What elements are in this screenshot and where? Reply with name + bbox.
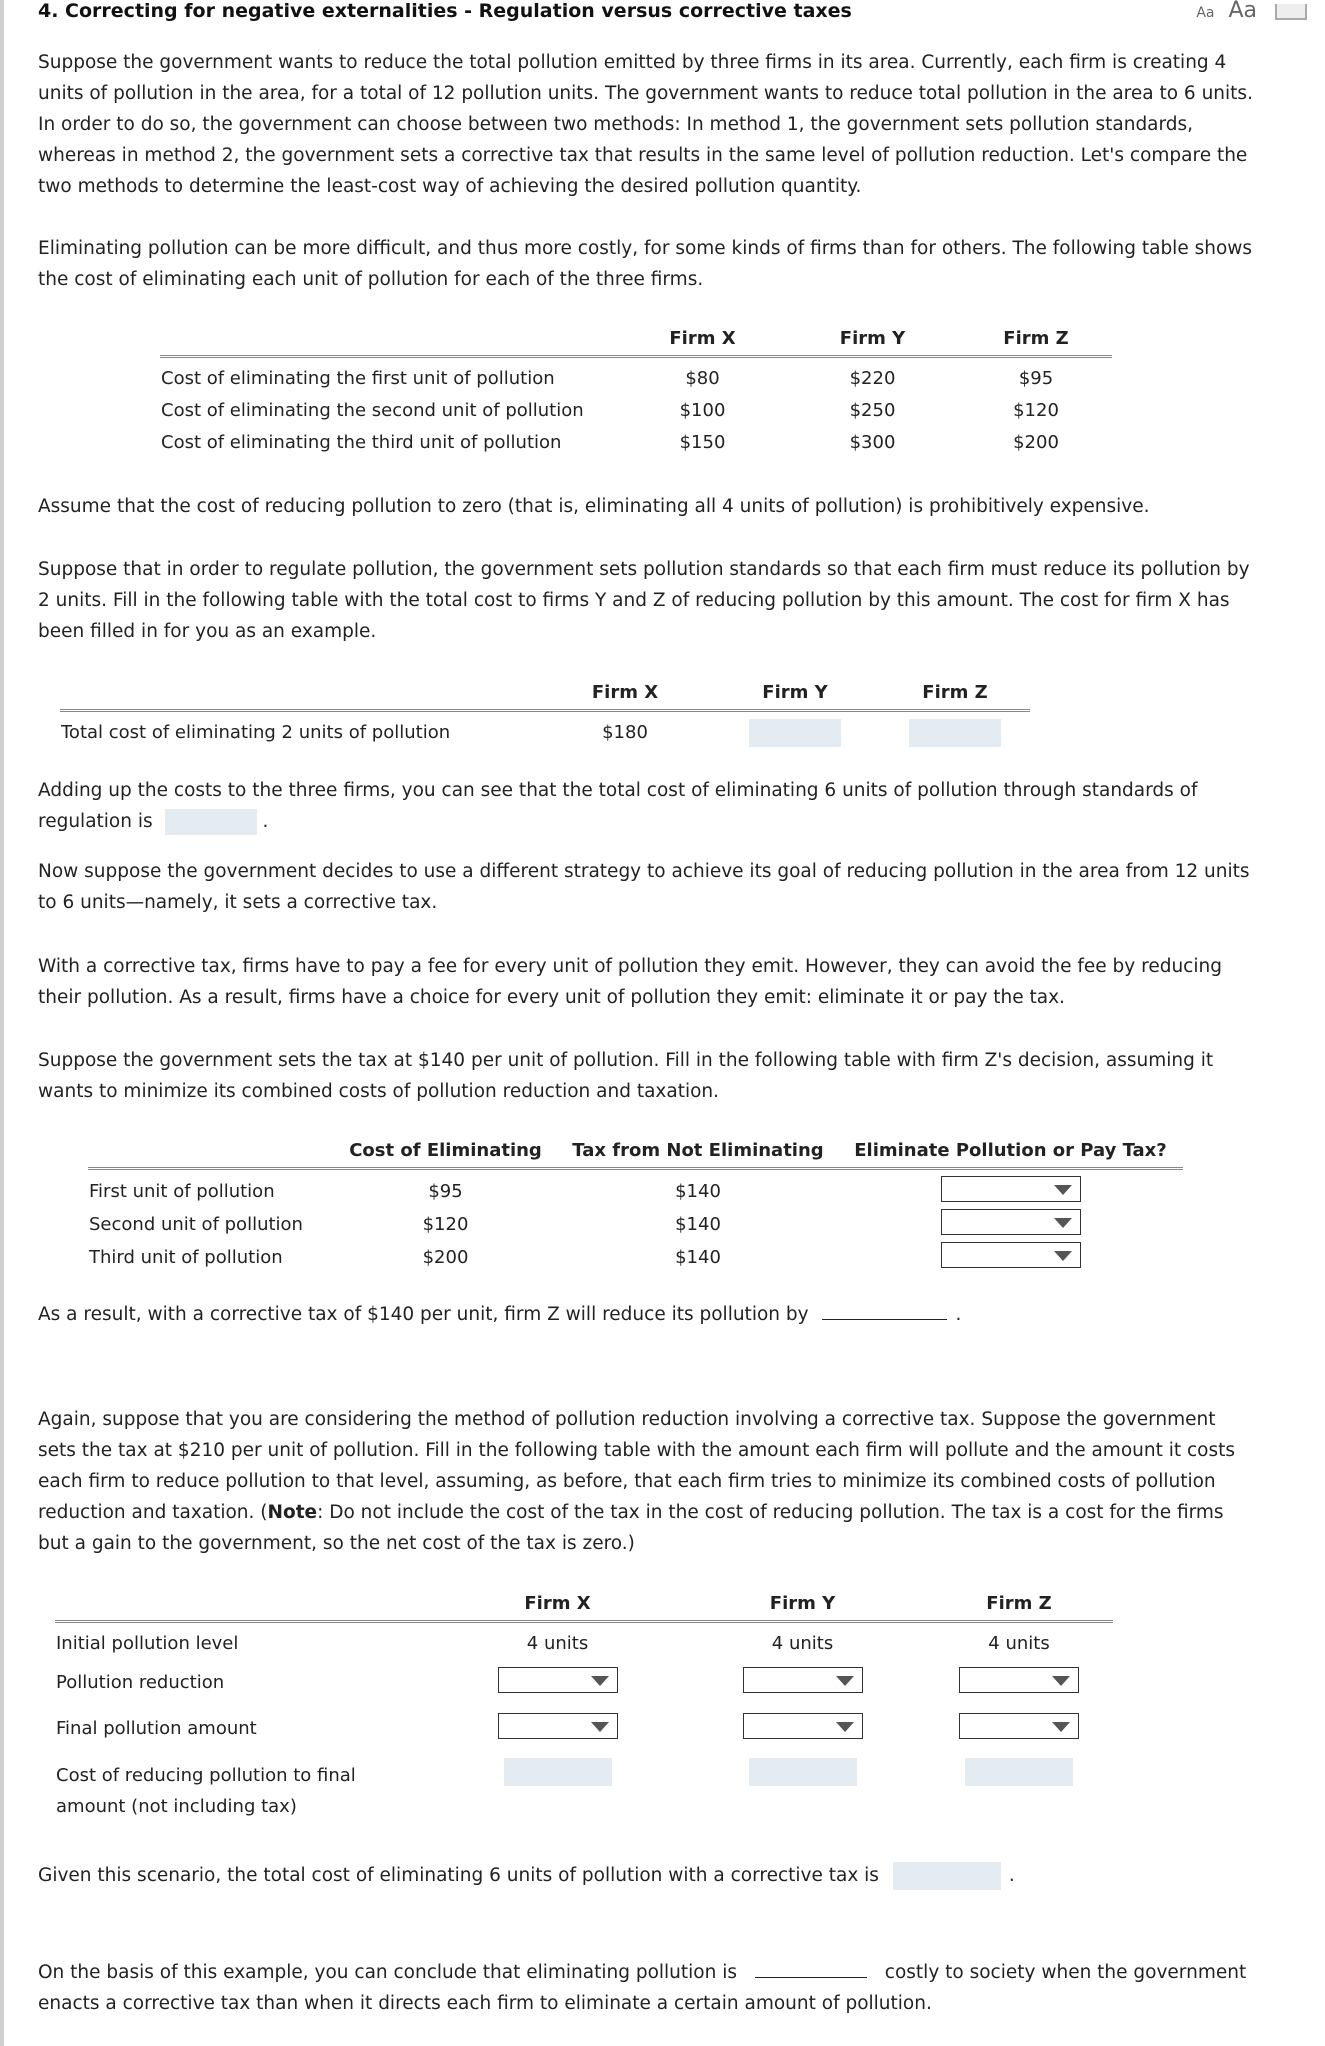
row-label-line-2: amount (not including tax) — [56, 1795, 297, 1817]
tax210-table — [55, 1593, 1113, 1823]
table-row — [88, 1208, 1183, 1241]
firm-y-cost-input[interactable] — [749, 1758, 857, 1786]
firm-y-cost-input[interactable] — [749, 719, 841, 747]
chevron-down-icon — [1054, 1251, 1072, 1261]
table-row — [88, 1241, 1183, 1274]
total-regulation-text: Adding up the costs to the three firms, you can see that the total cost of eliminating 6 units of pollution through standards of regulation is — [38, 780, 1198, 832]
cell: $140 — [675, 1181, 721, 1202]
conclusion-text: On the basis of this example, you can conclude that eliminating pollution is — [38, 1962, 738, 1983]
header-cost-eliminating: Cost of Eliminating — [349, 1140, 542, 1161]
row-label: Pollution reduction — [56, 1672, 225, 1693]
row-label: Third unit of pollution — [89, 1247, 283, 1268]
cell: $120 — [1013, 400, 1059, 421]
row-label: Second unit of pollution — [89, 1214, 303, 1235]
note-text: : Do not include the cost of the tax in the cost of reducing pollution. The tax is a cost for the firms but a gain to the government, so the net cost of the tax is zero.) — [38, 1502, 1224, 1554]
firm-z-reduction-dropdown[interactable] — [959, 1667, 1079, 1693]
chevron-down-icon — [1054, 1218, 1072, 1228]
table-row — [160, 427, 1112, 459]
table-row — [160, 395, 1112, 427]
chevron-down-icon — [1054, 1185, 1072, 1195]
firm-x-cost-input[interactable] — [504, 1758, 612, 1786]
tax210-paragraph — [38, 1404, 1258, 1559]
row-label: Cost of eliminating the third unit of pollution — [161, 432, 562, 453]
decision-dropdown-2[interactable] — [941, 1209, 1081, 1235]
firm-z-reduction-dropdown[interactable] — [822, 1297, 947, 1320]
table4-header-firm-z: Firm Z — [986, 1593, 1052, 1614]
firm-y-reduction-dropdown[interactable] — [743, 1667, 863, 1693]
intro-paragraph: Suppose the government wants to reduce the total pollution emitted by three firms in its area. Currently, each firm is creating 4 units of pollution in the area, for a total of 12 pollution units. The government wants to reduce total pollution in the area to 6 units. In order to do so, the government can choose between two methods: In method 1, the government sets pollution standards, whereas in method 2, the government sets a corrective tax that results in the same level of pollution reduction. Let's compare the two methods to determine the least-cost way of achieving the desired pollution quantity. — [38, 52, 1253, 197]
total-regulation-cost-input[interactable] — [165, 809, 257, 835]
firm-y-final-dropdown[interactable] — [743, 1713, 863, 1739]
chevron-down-icon — [591, 1722, 609, 1732]
table2-header-firm-y: Firm Y — [762, 682, 828, 703]
cell: $150 — [679, 432, 726, 453]
row-label: Cost of eliminating the second unit of pollution — [161, 400, 584, 421]
table-row — [55, 1622, 1113, 1660]
cell: 4 units — [526, 1633, 589, 1655]
font-size-small-button[interactable]: Aa — [1196, 5, 1215, 21]
cell: $220 — [849, 368, 896, 390]
table1-header-firm-x: Firm X — [669, 328, 736, 349]
tax140-paragraph: Suppose the government sets the tax at $140 per unit of pollution. Fill in the following table with firm Z's decision, assuming it wants to minimize its combined costs of pollution reduction and taxation. — [38, 1050, 1214, 1102]
decision-dropdown-1[interactable] — [941, 1176, 1081, 1202]
print-icon[interactable] — [1275, 4, 1307, 20]
total-regulation-paragraph — [38, 775, 1258, 837]
firm-z-cost-input[interactable] — [965, 1758, 1073, 1786]
table1-header-firm-y: Firm Y — [839, 328, 906, 349]
header-eliminate-or-pay: Eliminate Pollution or Pay Tax? — [854, 1140, 1167, 1161]
cell: $180 — [602, 722, 648, 744]
row-label-line-1: Cost of reducing pollution to final — [56, 1764, 356, 1786]
total-tax-paragraph — [38, 1860, 1258, 1891]
firm-z-decision-table — [88, 1140, 1183, 1274]
chevron-down-icon — [836, 1676, 854, 1686]
decision-dropdown-3[interactable] — [941, 1242, 1081, 1268]
cell: 4 units — [988, 1633, 1050, 1655]
conclusion-dropdown[interactable] — [755, 1957, 867, 1978]
left-border — [0, 0, 4, 2046]
conclusion-text-end: costly to society when the government enacts a corrective tax than when it directs each firm to eliminate a certain amount of pollution. — [38, 1962, 1247, 2014]
cell: $95 — [428, 1181, 463, 1202]
row-label: First unit of pollution — [89, 1181, 275, 1202]
cost-paragraph: Eliminating pollution can be more difficult, and thus more costly, for some kinds of firms than for others. The following table shows the cost of eliminating each unit of pollution for each of the three firms. — [38, 238, 1253, 290]
tax-strategy-paragraph: Now suppose the government decides to use a different strategy to achieve its goal of reducing pollution in the area from 12 units to 6 units—namely, it sets a corrective tax. — [38, 861, 1250, 913]
firm-z-final-dropdown[interactable] — [959, 1713, 1079, 1739]
table2-header-firm-x: Firm X — [591, 682, 659, 703]
note-label: Note — [267, 1502, 318, 1523]
header-tax-not-eliminating: Tax from Not Eliminating — [572, 1140, 824, 1161]
period: . — [262, 811, 269, 832]
total-tax-cost-input[interactable] — [893, 1862, 1001, 1890]
cost-table — [160, 328, 1112, 459]
tax-explain-paragraph: With a corrective tax, firms have to pay a fee for every unit of pollution they emit. However, they can avoid the fee by reducing their pollution. As a result, firms have a choice for every unit of pollution they emit: eliminate it or pay the tax. — [38, 956, 1222, 1008]
chevron-down-icon — [591, 1676, 609, 1686]
table2-header-firm-z: Firm Z — [922, 682, 988, 703]
standards-paragraph: Suppose that in order to regulate pollution, the government sets pollution standards so that each firm must reduce its pollution by 2 units. Fill in the following table with the total cost to firms Y and Z of reducing pollution by this amount. The cost for firm X has been filled in for you as an example. — [38, 559, 1250, 642]
assumption-paragraph: Assume that the cost of reducing pollution to zero (that is, eliminating all 4 units of pollution) is prohibitively expensive. — [38, 496, 1150, 517]
cell: $140 — [675, 1247, 721, 1268]
cell: $200 — [422, 1247, 469, 1268]
total-tax-text: Given this scenario, the total cost of eliminating 6 units of pollution with a corrective tax is — [38, 1865, 879, 1886]
table-row — [160, 357, 1112, 395]
chevron-down-icon — [1052, 1722, 1070, 1732]
cell: $250 — [849, 400, 896, 421]
question-title: 4. Correcting for negative externalities - Regulation versus corrective taxes — [38, 0, 852, 22]
cell: $140 — [675, 1214, 721, 1235]
row-label: Cost of eliminating the first unit of pollution — [161, 368, 555, 390]
cell: $80 — [685, 368, 720, 390]
table4-header-firm-x: Firm X — [524, 1593, 591, 1614]
font-size-large-button[interactable]: Aa — [1228, 0, 1257, 23]
table-row — [60, 711, 1030, 749]
cell: $200 — [1013, 432, 1059, 453]
cell: $300 — [849, 432, 896, 453]
conclusion-paragraph — [38, 1957, 1258, 2019]
row-label: Final pollution amount — [56, 1718, 257, 1739]
firm-z-reduction-paragraph — [38, 1297, 1258, 1330]
row-label: Total cost of eliminating 2 units of pollution — [61, 722, 451, 744]
table-row — [88, 1169, 1183, 1209]
standards-table — [60, 682, 1030, 749]
period: . — [955, 1304, 962, 1325]
cell: $95 — [1018, 368, 1054, 390]
tax210-text: Again, suppose that you are considering the method of pollution reduction involving a corrective tax. Suppose the government sets the tax at $210 per unit of pollution. Fill in the following table with the amount each firm will pollute and the amount it costs each firm to reduce pollution to that level, assuming, as before, that each firm tries to minimize its combined costs of pollution reduction and taxation. ( — [38, 1409, 1236, 1523]
table-row — [55, 1660, 1113, 1706]
toolbar — [1196, 0, 1307, 23]
table-row — [55, 1752, 1113, 1823]
table1-header-firm-z: Firm Z — [1003, 328, 1069, 349]
row-label: Initial pollution level — [56, 1633, 239, 1655]
chevron-down-icon — [836, 1722, 854, 1732]
cell: 4 units — [771, 1633, 834, 1655]
table4-header-firm-y: Firm Y — [769, 1593, 836, 1614]
firm-z-cost-input[interactable] — [909, 719, 1001, 747]
table-row — [55, 1706, 1113, 1752]
cell: $100 — [679, 400, 726, 421]
firm-z-reduction-text: As a result, with a corrective tax of $140 per unit, firm Z will reduce its pollution by — [38, 1304, 809, 1325]
firm-x-final-dropdown[interactable] — [498, 1713, 618, 1739]
cell: $120 — [422, 1214, 469, 1235]
firm-x-reduction-dropdown[interactable] — [498, 1667, 618, 1693]
row-label — [55, 1752, 435, 1823]
chevron-down-icon — [1052, 1676, 1070, 1686]
period: . — [1008, 1865, 1015, 1886]
